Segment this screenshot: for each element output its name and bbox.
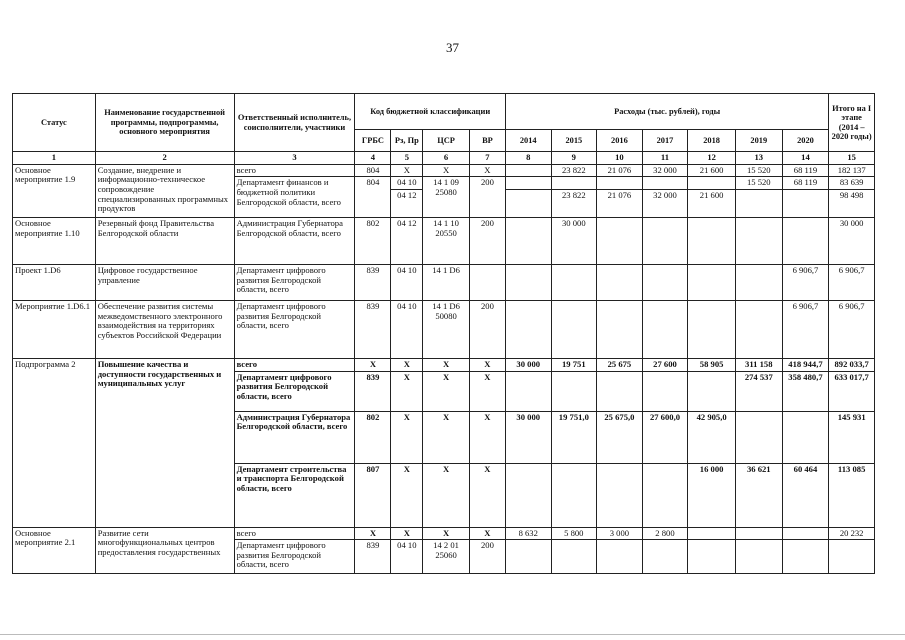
cell-value: 68 119	[782, 177, 829, 190]
row-name: Повышение качества и доступности государственных и муниципальных услуг	[95, 358, 234, 527]
row-responsible: Департамент строительства и транспорта Белгородской области, всего	[234, 463, 355, 527]
cell-value	[688, 177, 736, 190]
table-row	[13, 164, 875, 177]
cell-vr: 200	[469, 300, 505, 358]
row-responsible: Департамент цифрового развития Белгородской области, всего	[234, 264, 355, 300]
cell-rzpr: Х	[391, 411, 423, 463]
cell-value: 311 158	[735, 358, 782, 371]
cell-value	[735, 189, 782, 217]
header-year: 2017	[642, 130, 688, 152]
cell-csr: 14 2 01 25060	[423, 540, 470, 574]
header-expenses: Расходы (тыс. рублей), годы	[505, 94, 828, 130]
cell-grbs: 839	[355, 540, 391, 574]
row-name: Резервный фонд Правительства Белгородской области	[95, 217, 234, 264]
row-name: Развитие сети многофункциональных центров предоставления государственных	[95, 527, 234, 574]
row-status: Подпрограмма 2	[13, 358, 96, 527]
col-number: 3	[234, 152, 355, 165]
row-responsible: Департамент цифрового развития Белгородской области, всего	[234, 540, 355, 574]
header-year: 2015	[551, 130, 597, 152]
row-status: Мероприятие 1.D6.1	[13, 300, 96, 358]
table-row	[13, 300, 875, 358]
col-number: 9	[551, 152, 597, 165]
cell-value	[597, 371, 643, 411]
cell-total	[829, 540, 875, 574]
row-responsible: всего	[234, 527, 355, 540]
cell-rzpr: Х	[391, 527, 423, 540]
cell-grbs: Х	[355, 358, 391, 371]
cell-value: 21 600	[688, 164, 736, 177]
cell-value	[597, 540, 643, 574]
cell-value: 25 675	[597, 358, 643, 371]
row-responsible: Департамент цифрового развития Белгородской области, всего	[234, 371, 355, 411]
cell-csr: Х	[423, 411, 470, 463]
cell-value	[688, 540, 736, 574]
column-number-row	[13, 152, 875, 165]
cell-value	[688, 527, 736, 540]
cell-value: 42 905,0	[688, 411, 736, 463]
cell-value	[597, 177, 643, 190]
cell-value: 19 751	[551, 358, 597, 371]
cell-value: 30 000	[505, 358, 551, 371]
cell-value: 2 800	[642, 527, 688, 540]
cell-value	[782, 540, 829, 574]
cell-grbs: 839	[355, 264, 391, 300]
row-status: Основное мероприятие 1.9	[13, 164, 96, 217]
cell-value: 21 600	[688, 189, 736, 217]
col-number: 6	[423, 152, 470, 165]
cell-grbs: Х	[355, 527, 391, 540]
row-responsible: всего	[234, 358, 355, 371]
row-responsible: Департамент цифрового развития Белгородской области, всего	[234, 300, 355, 358]
cell-value: 6 906,7	[782, 300, 829, 358]
cell-value: 21 076	[597, 164, 643, 177]
cell-value	[642, 177, 688, 190]
header-total: Итого на I этапе (2014 – 2020 годы)	[829, 94, 875, 152]
cell-value: 274 537	[735, 371, 782, 411]
cell-rzpr: Х	[391, 164, 423, 177]
table-row	[13, 358, 875, 371]
cell-value	[551, 177, 597, 190]
cell-grbs: 802	[355, 411, 391, 463]
cell-value: 15 520	[735, 177, 782, 190]
cell-value: 68 119	[782, 164, 829, 177]
cell-value: 27 600,0	[642, 411, 688, 463]
cell-csr: Х	[423, 527, 470, 540]
header-year: 2019	[735, 130, 782, 152]
cell-grbs: 804	[355, 177, 391, 218]
cell-value	[597, 264, 643, 300]
cell-vr: Х	[469, 358, 505, 371]
row-responsible: Администрация Губернатора Белгородской области, всего	[234, 217, 355, 264]
cell-value	[735, 527, 782, 540]
cell-vr: 200	[469, 217, 505, 264]
col-number: 5	[391, 152, 423, 165]
cell-value: 19 751,0	[551, 411, 597, 463]
cell-csr: 14 1 D6	[423, 264, 470, 300]
row-responsible: Администрация Губернатора Белгородской области, всего	[234, 411, 355, 463]
cell-value: 60 464	[782, 463, 829, 527]
cell-value	[551, 371, 597, 411]
budget-table	[12, 93, 875, 574]
table-row	[13, 264, 875, 300]
header-vr: ВР	[469, 130, 505, 152]
cell-value: 27 600	[642, 358, 688, 371]
cell-total: 83 639	[829, 177, 875, 190]
cell-vr: 200	[469, 540, 505, 574]
cell-value	[642, 217, 688, 264]
cell-rzpr: 04 10	[391, 300, 423, 358]
header-name: Наименование государственной программы, подпрограммы, основного мероприятия	[95, 94, 234, 152]
cell-value	[505, 164, 551, 177]
header-year: 2018	[688, 130, 736, 152]
row-name: Обеспечение развития системы межведомственного электронного взаимодействия на территориях субъектов Российской Федерации	[95, 300, 234, 358]
cell-value	[688, 300, 736, 358]
scan-edge-line	[0, 634, 905, 635]
cell-value	[505, 177, 551, 190]
cell-value	[688, 217, 736, 264]
row-responsible: всего	[234, 164, 355, 177]
cell-total: 6 906,7	[829, 264, 875, 300]
cell-csr: Х	[423, 164, 470, 177]
col-number: 1	[13, 152, 96, 165]
cell-value	[505, 189, 551, 217]
cell-value: 21 076	[597, 189, 643, 217]
cell-value: 418 944,7	[782, 358, 829, 371]
col-number: 12	[688, 152, 736, 165]
cell-grbs: 804	[355, 164, 391, 177]
cell-total: 182 137	[829, 164, 875, 177]
header-rzpr: Рз, Пр	[391, 130, 423, 152]
cell-value	[551, 463, 597, 527]
cell-value	[551, 540, 597, 574]
cell-value: 32 000	[642, 164, 688, 177]
page-number: 37	[446, 40, 459, 55]
cell-value	[735, 411, 782, 463]
header-year: 2014	[505, 130, 551, 152]
cell-value	[642, 463, 688, 527]
cell-value	[782, 189, 829, 217]
cell-vr: Х	[469, 463, 505, 527]
cell-value	[735, 264, 782, 300]
col-number: 2	[95, 152, 234, 165]
cell-value: 5 800	[551, 527, 597, 540]
cell-value	[551, 300, 597, 358]
cell-total: 30 000	[829, 217, 875, 264]
cell-total: 892 033,7	[829, 358, 875, 371]
cell-value	[735, 217, 782, 264]
cell-total: 113 085	[829, 463, 875, 527]
cell-value	[782, 411, 829, 463]
cell-csr: 14 1 09 25080	[423, 177, 470, 218]
cell-value: 30 000	[505, 411, 551, 463]
cell-rzpr: Х	[391, 463, 423, 527]
cell-rzpr: Х	[391, 358, 423, 371]
cell-value: 25 675,0	[597, 411, 643, 463]
cell-value: 358 480,7	[782, 371, 829, 411]
header-csr: ЦСР	[423, 130, 470, 152]
col-number: 14	[782, 152, 829, 165]
cell-value	[551, 264, 597, 300]
col-number: 11	[642, 152, 688, 165]
cell-value: 30 000	[551, 217, 597, 264]
cell-value	[597, 217, 643, 264]
cell-value	[505, 463, 551, 527]
row-responsible: Департамент финансов и бюджетной политики Белгородской области, всего	[234, 177, 355, 218]
header-status: Статус	[13, 94, 96, 152]
cell-rzpr: Х	[391, 371, 423, 411]
cell-vr: Х	[469, 411, 505, 463]
cell-value: 23 822	[551, 189, 597, 217]
cell-value: 58 905	[688, 358, 736, 371]
cell-rzpr: 04 10	[391, 177, 423, 190]
cell-value	[642, 300, 688, 358]
cell-value: 16 000	[688, 463, 736, 527]
cell-value	[688, 371, 736, 411]
cell-grbs: 802	[355, 217, 391, 264]
cell-value: 6 906,7	[782, 264, 829, 300]
cell-grbs: 839	[355, 300, 391, 358]
cell-value	[735, 540, 782, 574]
cell-value: 3 000	[597, 527, 643, 540]
cell-vr: Х	[469, 371, 505, 411]
cell-value	[505, 371, 551, 411]
cell-total: 20 232	[829, 527, 875, 540]
row-status: Основное мероприятие 2.1	[13, 527, 96, 574]
cell-vr: 200	[469, 177, 505, 218]
cell-value: 32 000	[642, 189, 688, 217]
header-grbs: ГРБС	[355, 130, 391, 152]
cell-value	[782, 217, 829, 264]
cell-total: 98 498	[829, 189, 875, 217]
cell-value	[505, 540, 551, 574]
cell-value	[642, 540, 688, 574]
cell-rzpr: 04 12	[391, 189, 423, 217]
col-number: 7	[469, 152, 505, 165]
cell-rzpr: 04 10	[391, 540, 423, 574]
cell-value	[505, 217, 551, 264]
cell-value	[735, 300, 782, 358]
row-name: Создание, внедрение и информационно-техническое сопровождение специализированных программных продуктов	[95, 164, 234, 217]
cell-csr: Х	[423, 463, 470, 527]
cell-value	[688, 264, 736, 300]
cell-value	[782, 527, 829, 540]
header-budget-code: Код бюджетной классификации	[355, 94, 506, 130]
row-status: Проект 1.D6	[13, 264, 96, 300]
cell-value	[505, 264, 551, 300]
table-row	[13, 527, 875, 540]
col-number: 10	[597, 152, 643, 165]
col-number: 13	[735, 152, 782, 165]
cell-rzpr: 04 12	[391, 217, 423, 264]
cell-value: 8 632	[505, 527, 551, 540]
row-name: Цифровое государственное управление	[95, 264, 234, 300]
cell-csr: Х	[423, 371, 470, 411]
header-responsible: Ответственный исполнитель, соисполнители, участники	[234, 94, 355, 152]
header-year: 2016	[597, 130, 643, 152]
header-year: 2020	[782, 130, 829, 152]
cell-vr: Х	[469, 164, 505, 177]
table-row	[13, 217, 875, 264]
cell-vr	[469, 264, 505, 300]
cell-rzpr: 04 10	[391, 264, 423, 300]
col-number: 15	[829, 152, 875, 165]
cell-value: 15 520	[735, 164, 782, 177]
cell-value	[642, 371, 688, 411]
cell-total: 6 906,7	[829, 300, 875, 358]
cell-grbs: 839	[355, 371, 391, 411]
cell-total: 633 017,7	[829, 371, 875, 411]
cell-csr: Х	[423, 358, 470, 371]
cell-csr: 14 1 D6 50080	[423, 300, 470, 358]
cell-value	[642, 264, 688, 300]
col-number: 4	[355, 152, 391, 165]
cell-grbs: 807	[355, 463, 391, 527]
cell-value	[597, 300, 643, 358]
col-number: 8	[505, 152, 551, 165]
cell-value	[597, 463, 643, 527]
cell-csr: 14 1 10 20550	[423, 217, 470, 264]
cell-value: 36 621	[735, 463, 782, 527]
cell-value: 23 822	[551, 164, 597, 177]
cell-total: 145 931	[829, 411, 875, 463]
cell-vr: Х	[469, 527, 505, 540]
cell-value	[505, 300, 551, 358]
row-status: Основное мероприятие 1.10	[13, 217, 96, 264]
